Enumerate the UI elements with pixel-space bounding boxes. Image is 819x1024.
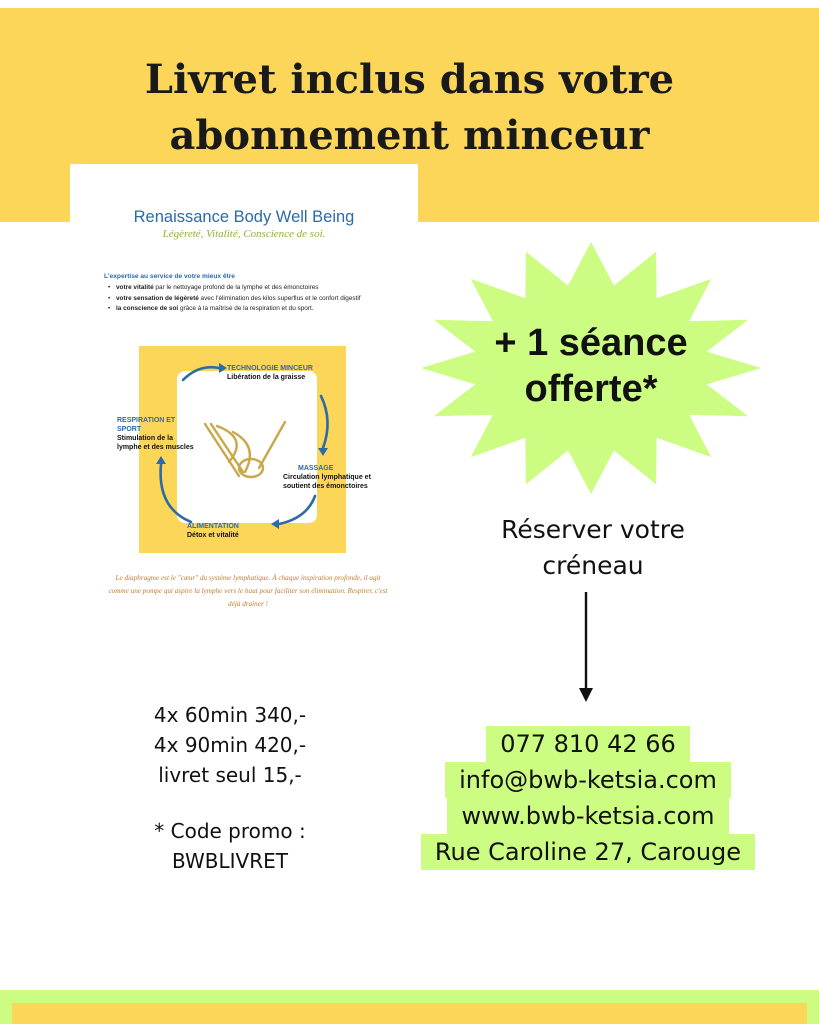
promo-code: * Code promo : BWBLIVRET bbox=[154, 819, 306, 873]
cycle-massage: MASSAGE Circulation lymphatique et soutient des émonctoires bbox=[283, 465, 371, 490]
booklet-bullet: • votre sensation de légèreté avec l'élimination des kilos superflus et le confort digestif bbox=[108, 294, 398, 304]
booklet-preview bbox=[70, 164, 418, 632]
headline: Livret inclus dans votre abonnement minceur bbox=[144, 56, 675, 159]
cycle-respiration: RESPIRATION ET SPORT Stimulation de la lymphe et des muscles bbox=[117, 417, 194, 451]
reserve-text: Réserver votre créneau bbox=[501, 515, 685, 580]
booklet-title: Renaissance Body Well Being bbox=[133, 208, 355, 226]
email-link[interactable]: info@bwb-ketsia.com bbox=[445, 762, 731, 798]
pricing-block bbox=[110, 700, 350, 790]
booklet-section-title: L'expertise au service de votre mieux être bbox=[104, 273, 235, 280]
cycle-technologie: TECHNOLOGIE MINCEUR Libération de la graisse bbox=[227, 365, 313, 381]
phone-number[interactable]: 077 810 42 66 bbox=[486, 726, 690, 762]
booklet-bullet: • la conscience de soi grâce à la maîtrise de la respiration et du sport. bbox=[108, 304, 398, 314]
bwb-logo-icon bbox=[199, 418, 289, 482]
price-line: 4x 90min 420,- bbox=[153, 733, 307, 757]
price-line: 4x 60min 340,- bbox=[153, 703, 307, 727]
arrow-down-icon bbox=[575, 592, 597, 704]
booklet-subtitle: Légèreté, Vitalité, Conscience de soi. bbox=[162, 228, 326, 240]
address-text: Rue Caroline 27, Carouge bbox=[421, 834, 755, 870]
contact-block bbox=[398, 726, 778, 870]
booklet-quote: Le diaphragme est le "cœur" du système lymphatique. À chaque inspiration profonde, il agit comme une pompe qui aspire la lymphe vers le haut pour faciliter son élimination. Respirer, c'est déjà drainer ! bbox=[108, 574, 388, 608]
bottom-yellow-band bbox=[12, 1003, 807, 1024]
offer-badge-text: + 1 séance offerte* bbox=[494, 322, 688, 410]
price-line: livret seul 15,- bbox=[158, 763, 302, 787]
booklet-bullet: • votre vitalité par le nettoyage profond de la lymphe et des émonctoires bbox=[108, 283, 398, 293]
cycle-diagram bbox=[117, 346, 371, 553]
cycle-alimentation: ALIMENTATION Détox et vitalité bbox=[187, 523, 239, 539]
booklet-bullet-list bbox=[108, 283, 398, 315]
website-link[interactable]: www.bwb-ketsia.com bbox=[447, 798, 728, 834]
